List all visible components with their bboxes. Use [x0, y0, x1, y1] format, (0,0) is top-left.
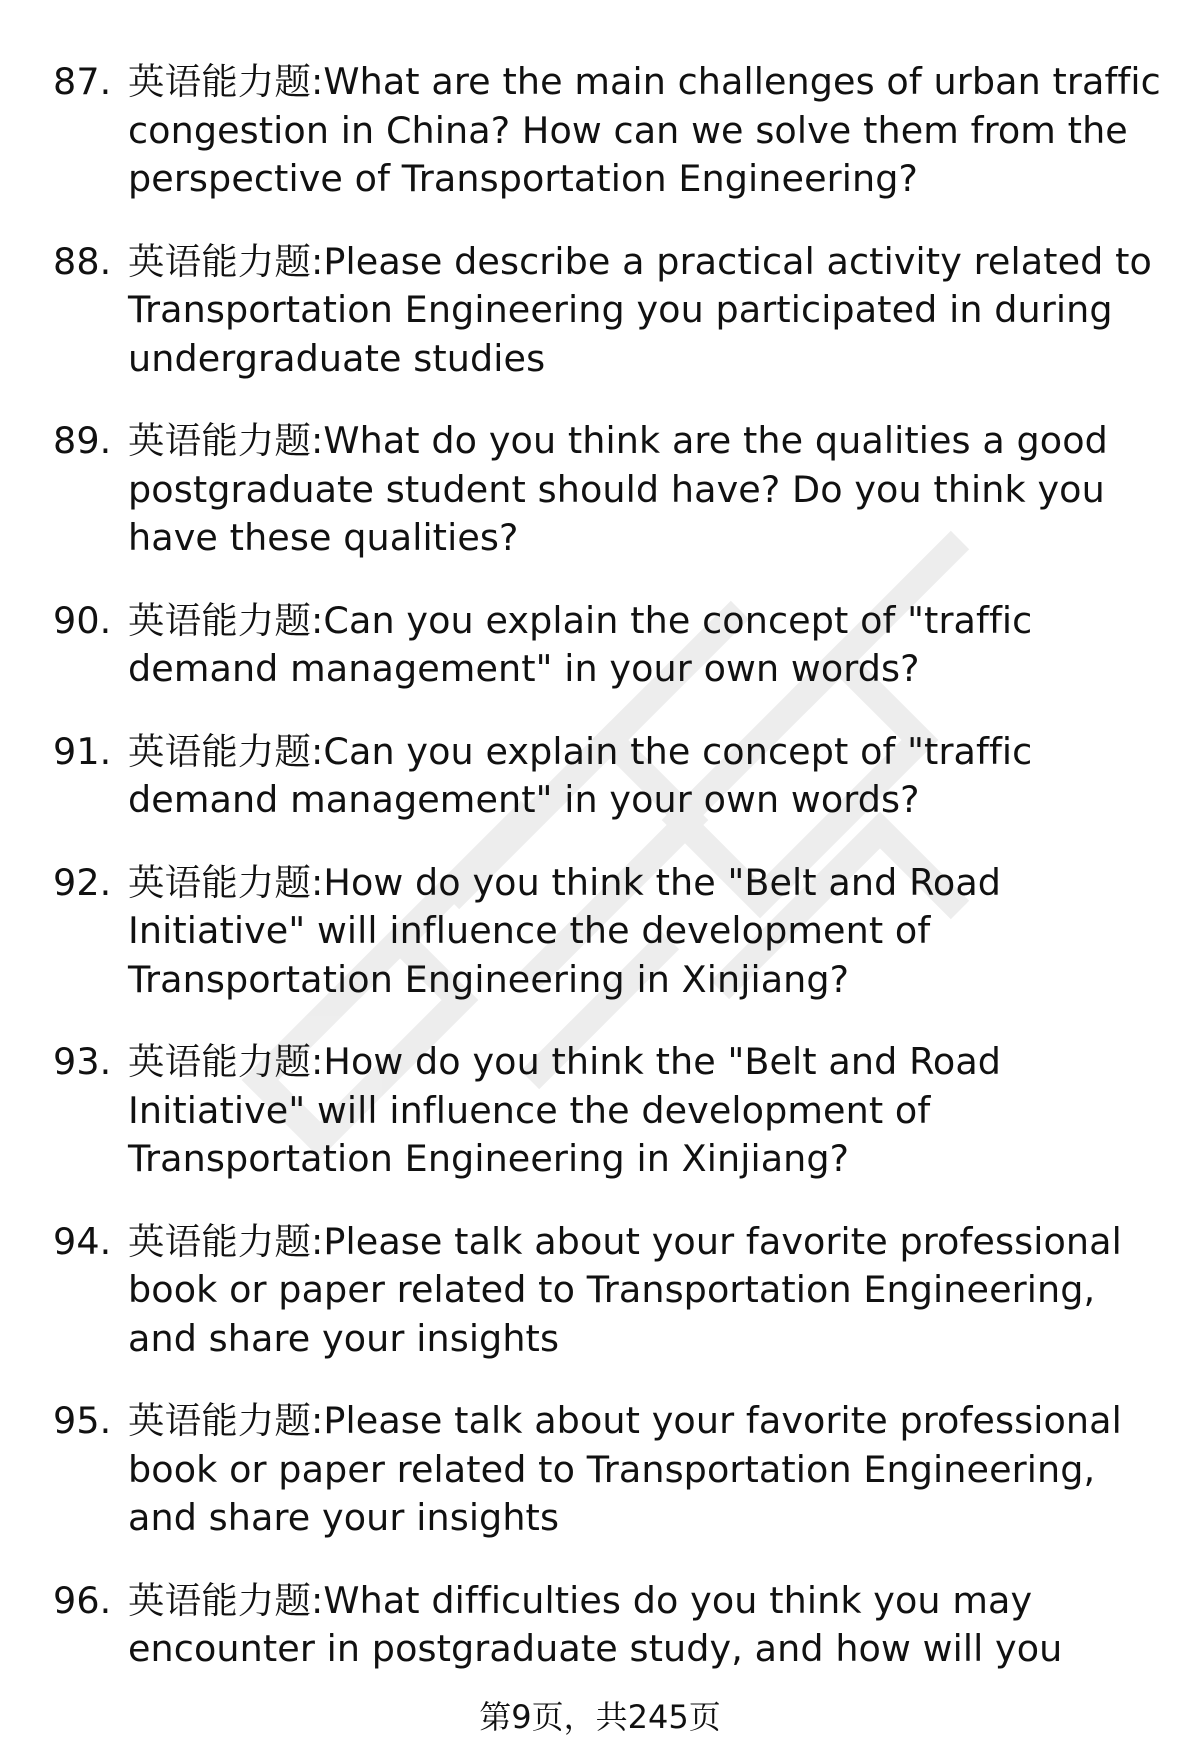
question-item	[0, 1038, 1200, 1184]
question-item	[0, 597, 1200, 694]
question-text: Please describe a practical activity related to Transportation Engineering you participated in during undergraduate studies	[128, 239, 1152, 380]
question-number: 88.	[53, 239, 112, 283]
question-tag: 英语能力题:	[128, 860, 324, 904]
question-tag: 英语能力题:	[128, 419, 324, 462]
question-item	[0, 58, 1200, 204]
question-text: What do you think are the qualities a good postgraduate student should have? Do you think you have these qualities?	[128, 419, 1108, 559]
question-text: Can you explain the concept of "traffic demand management" in your own words?	[128, 598, 1033, 690]
question-item	[0, 1577, 1200, 1674]
question-item	[0, 728, 1200, 825]
question-number: 89.	[53, 419, 112, 462]
question-number: 90.	[53, 598, 112, 642]
question-tag: 英语能力题:	[128, 239, 324, 283]
question-tag: 英语能力题:	[128, 598, 324, 642]
question-number: 87.	[53, 60, 112, 103]
question-item	[0, 417, 1200, 563]
question-number: 95.	[53, 1399, 112, 1442]
question-item	[0, 238, 1200, 384]
question-list	[0, 58, 1200, 1708]
question-tag: 英语能力题:	[128, 1219, 324, 1263]
question-number: 94.	[53, 1219, 112, 1263]
question-number: 96.	[53, 1578, 112, 1622]
question-text: What difficulties do you think you may encounter in postgraduate study, and how will you	[128, 1578, 1063, 1670]
question-text: Please talk about your favorite professional book or paper related to Transportation Engineering, and share your insights	[128, 1219, 1122, 1360]
question-tag: 英语能力题:	[128, 1040, 324, 1083]
question-text: How do you think the "Belt and Road Initiative" will influence the development of Transportation Engineering in Xinjiang?	[128, 1040, 1002, 1180]
question-text: Can you explain the concept of "traffic demand management" in your own words?	[128, 729, 1033, 821]
question-item	[0, 1218, 1200, 1364]
question-number: 91.	[53, 729, 112, 773]
question-tag: 英语能力题:	[128, 60, 324, 103]
question-text: What are the main challenges of urban traffic congestion in China? How can we solve them from the perspective of Transportation Engineering?	[128, 60, 1161, 200]
question-tag: 英语能力题:	[128, 729, 324, 773]
question-text: Please talk about your favorite professional book or paper related to Transportation Engineering, and share your insights	[128, 1399, 1122, 1539]
question-number: 93.	[53, 1040, 112, 1083]
page-footer: 第9页，共245页	[479, 1698, 721, 1736]
question-number: 92.	[53, 860, 112, 904]
question-item	[0, 1397, 1200, 1543]
question-text: How do you think the "Belt and Road Initiative" will influence the development of Transportation Engineering in Xinjiang?	[128, 860, 1002, 1001]
question-item	[0, 859, 1200, 1005]
question-tag: 英语能力题:	[128, 1399, 324, 1442]
question-tag: 英语能力题:	[128, 1578, 324, 1622]
